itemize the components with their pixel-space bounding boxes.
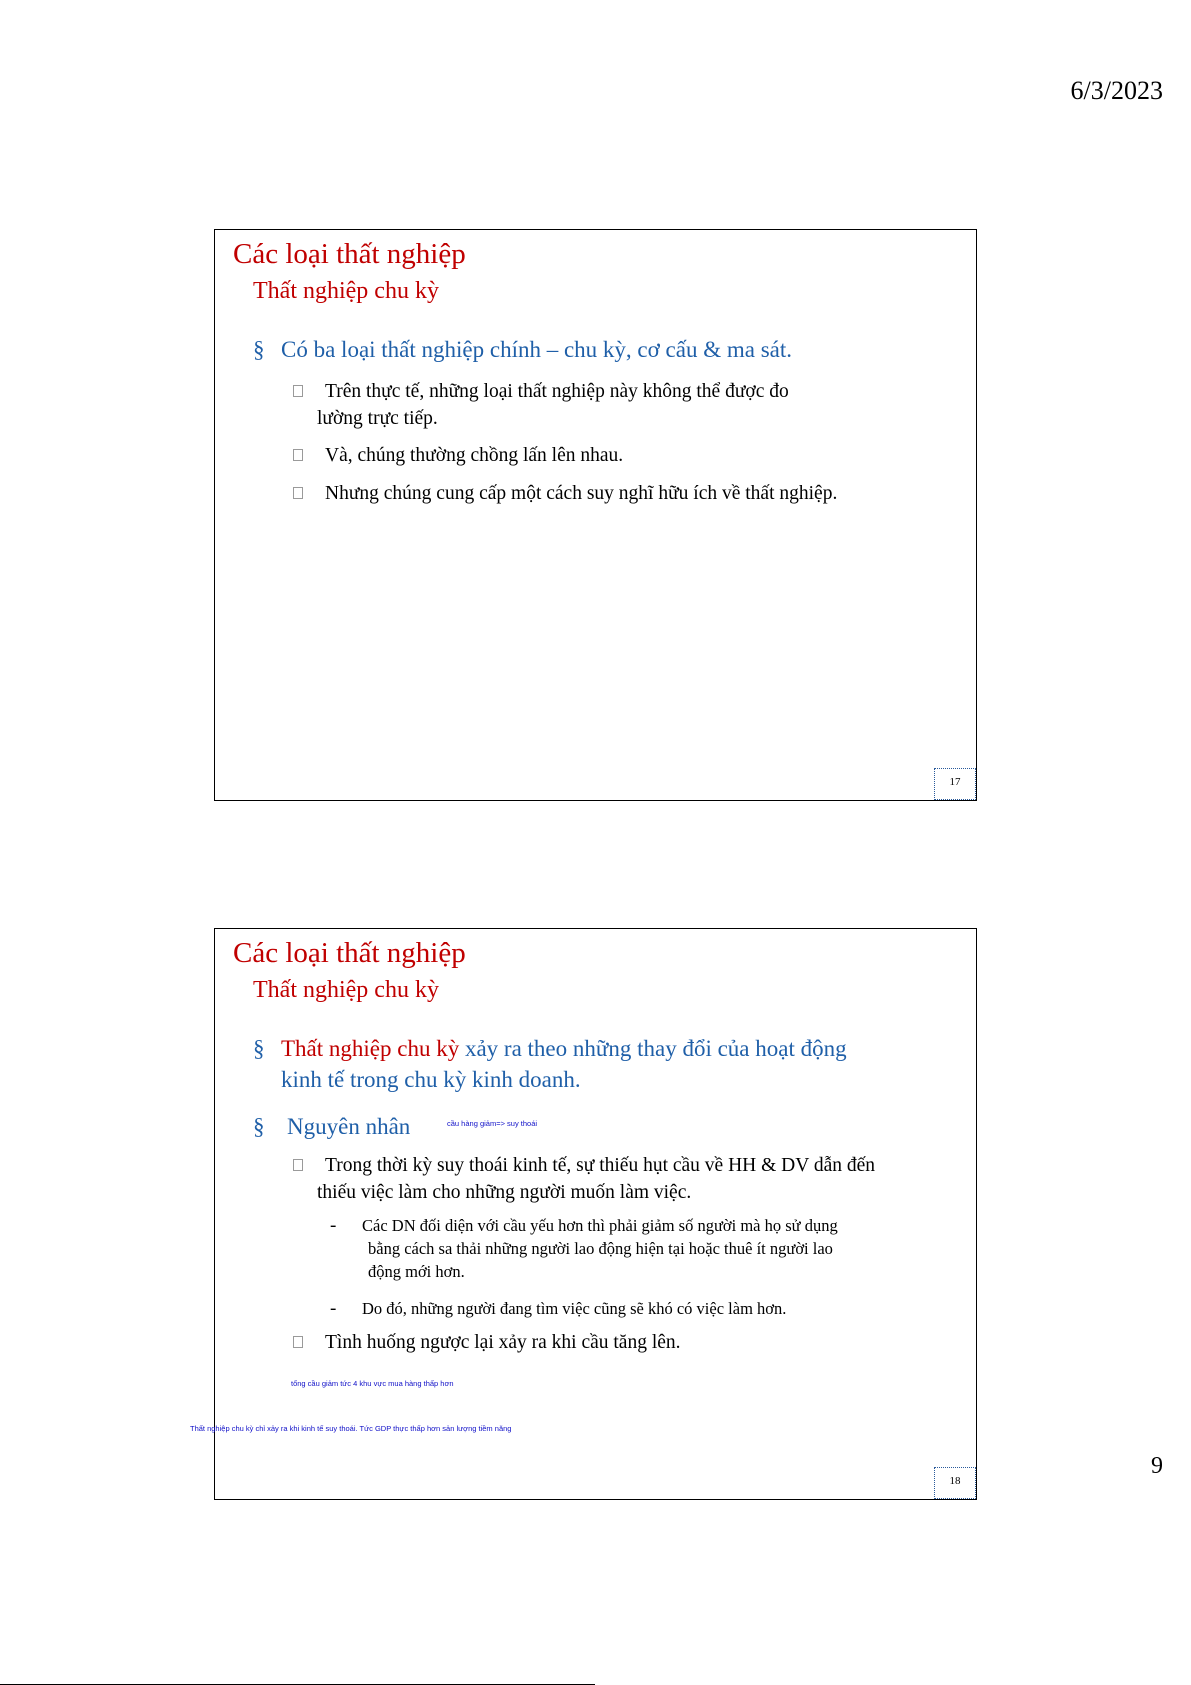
sub-bullet-item: Trong thời kỳ suy thoái kinh tế, sự thiếu hụt cầu về HH & DV dẫn đến thiếu việc làm cho những người muốn làm việc. bbox=[293, 1152, 893, 1206]
square-bullet-icon bbox=[293, 487, 303, 499]
dash-bullet-icon: - bbox=[330, 1215, 337, 1236]
square-bullet-icon bbox=[293, 385, 303, 397]
dash-bullet-icon: - bbox=[330, 1298, 337, 1319]
square-bullet-icon bbox=[293, 1336, 303, 1348]
slide-subtitle: Thất nghiệp chu kỳ bbox=[253, 977, 439, 1003]
slide-subtitle: Thất nghiệp chu kỳ bbox=[253, 278, 439, 304]
section-bullet-icon: § bbox=[253, 1036, 265, 1061]
slide-number: 17 bbox=[934, 768, 976, 800]
section-bullet-icon: § bbox=[253, 1114, 265, 1139]
section-bullet-icon: § bbox=[253, 337, 265, 362]
square-bullet-icon bbox=[293, 449, 303, 461]
slide-17 bbox=[214, 229, 977, 801]
bullet-item: § Có ba loại thất nghiệp chính – chu kỳ, cơ cấu & ma sát. bbox=[253, 334, 953, 365]
annotation-note: cầu hàng giảm=> suy thoái bbox=[447, 1119, 538, 1128]
sub-bullet-item: Tình huống ngược lại xảy ra khi cầu tăng lên. bbox=[293, 1329, 903, 1356]
slide-title: Các loại thất nghiệp bbox=[233, 238, 466, 270]
slide-title: Các loại thất nghiệp bbox=[233, 937, 466, 969]
square-bullet-icon bbox=[293, 1159, 303, 1171]
annotation-note: tổng cầu giảm tức 4 khu vực mua hàng thấp hơn bbox=[291, 1379, 454, 1388]
annotation-note: Thất nghiệp chu kỳ chỉ xảy ra khi kinh tế suy thoái. Tức GDP thực thấp hơn sản lượng tiềm năng bbox=[190, 1424, 512, 1433]
bullet-item: § Thất nghiệp chu kỳ xảy ra theo những thay đổi của hoạt động kinh tế trong chu kỳ kinh doanh. bbox=[253, 1033, 893, 1095]
sub-bullet-item: Nhưng chúng cung cấp một cách suy nghĩ hữu ích về thất nghiệp. bbox=[293, 480, 903, 507]
header-date: 6/3/2023 bbox=[1070, 76, 1163, 105]
dash-item: - Do đó, những người đang tìm việc cũng sẽ khó có việc làm hơn. bbox=[330, 1298, 787, 1319]
slide-number: 18 bbox=[934, 1467, 976, 1499]
bullet-item: § Nguyên nhân bbox=[253, 1111, 553, 1142]
page-number: 9 bbox=[1151, 1453, 1163, 1479]
slide-18 bbox=[214, 928, 977, 1500]
dash-item: - Các DN đối diện với cầu yếu hơn thì phải giảm số người mà họ sử dụng bằng cách sa thải những người lao động hiện tại hoặc thuê ít người lao động mới hơn. bbox=[330, 1215, 838, 1281]
sub-bullet-item: Và, chúng thường chồng lấn lên nhau. bbox=[293, 442, 903, 469]
sub-bullet-item: Trên thực tế, những loại thất nghiệp này không thể được đo lường trực tiếp. bbox=[293, 378, 833, 432]
